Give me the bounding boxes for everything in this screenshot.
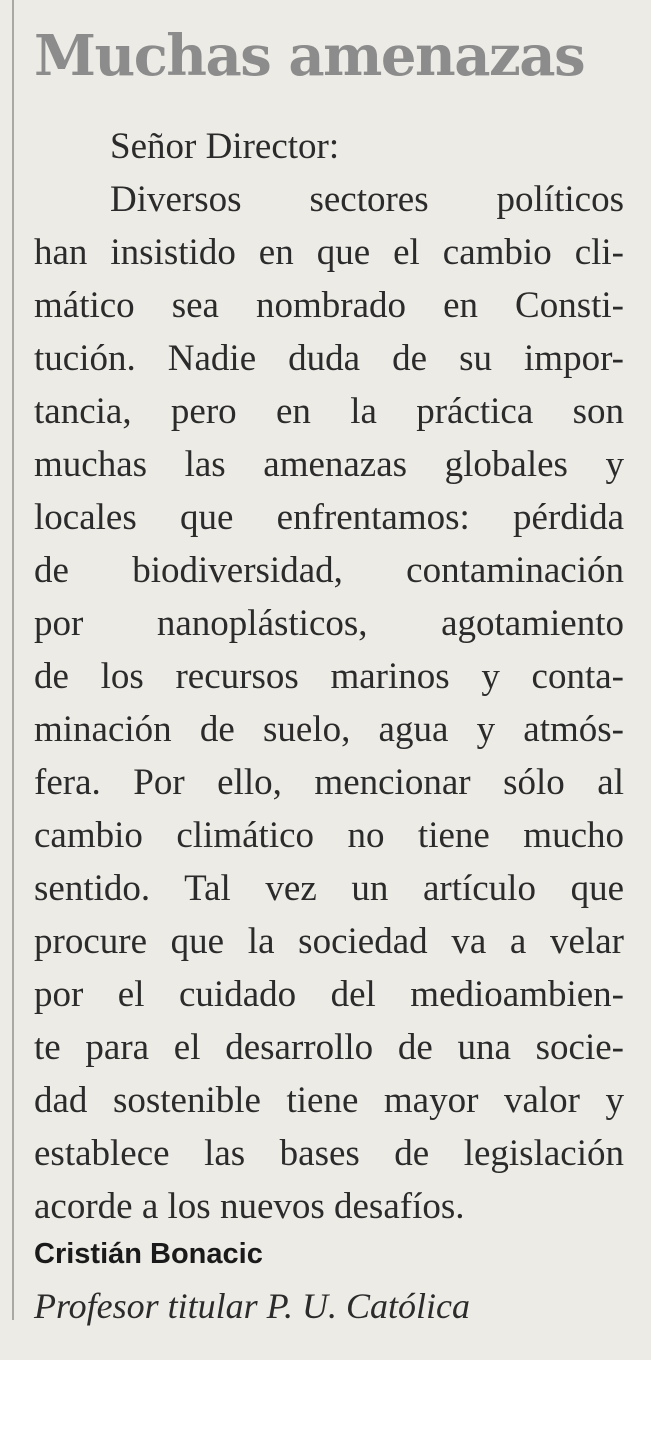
column-rule xyxy=(12,0,14,1320)
body-line: han insistido en que el cambio cli- xyxy=(34,232,624,273)
letter-body xyxy=(34,120,624,1233)
body-line: sentido. Tal vez un artículo que xyxy=(34,868,624,909)
author-name: Cristián Bonacic xyxy=(34,1238,263,1270)
body-line: cambio climático no tiene mucho xyxy=(34,815,624,856)
body-line: por el cuidado del medioambien- xyxy=(34,974,624,1015)
author-affiliation: Profesor titular P. U. Católica xyxy=(34,1286,471,1326)
body-line: mático sea nombrado en Consti- xyxy=(34,285,624,326)
letter-headline: Muchas amenazas xyxy=(34,23,585,89)
body-line: tancia, pero en la práctica son xyxy=(34,391,624,432)
body-line: de los recursos marinos y conta- xyxy=(34,656,624,697)
body-line: Diversos sectores políticos xyxy=(110,179,624,220)
salutation: Señor Director: xyxy=(110,126,340,167)
body-line: de biodiversidad, contaminación xyxy=(34,550,624,591)
body-line: te para el desarrollo de una socie- xyxy=(34,1027,624,1068)
body-line: locales que enfrentamos: pérdida xyxy=(34,497,624,538)
body-line: minación de suelo, agua y atmós- xyxy=(34,709,624,750)
body-line: procure que la sociedad va a velar xyxy=(34,921,624,962)
body-line: acorde a los nuevos desafíos. xyxy=(34,1186,465,1227)
body-line: por nanoplásticos, agotamiento xyxy=(34,603,624,644)
body-line: fera. Por ello, mencionar sólo al xyxy=(34,762,624,803)
body-line: dad sostenible tiene mayor valor y xyxy=(34,1080,624,1121)
body-line: tución. Nadie duda de su impor- xyxy=(34,338,624,379)
body-line: establece las bases de legislación xyxy=(34,1133,624,1174)
body-line: muchas las amenazas globales y xyxy=(34,444,624,485)
